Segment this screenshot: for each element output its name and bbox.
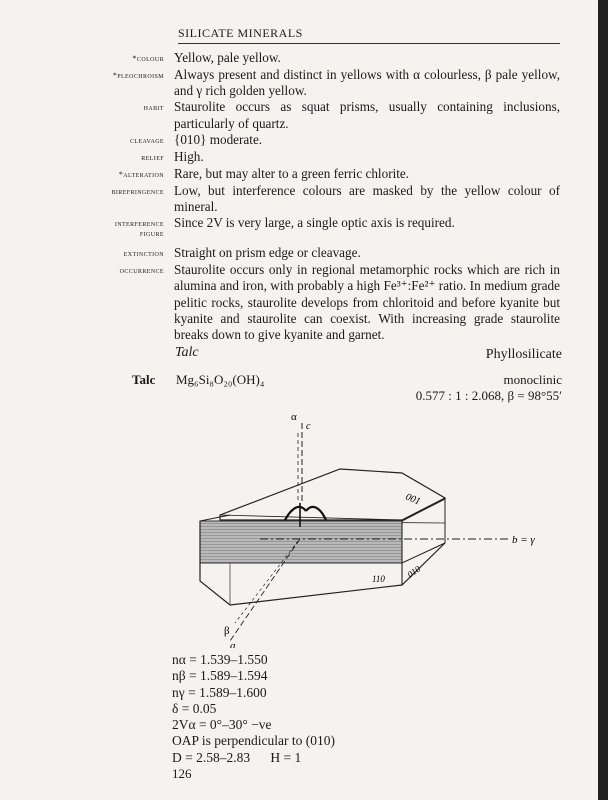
talc-crystal-system: monoclinic	[503, 372, 562, 387]
talc-classification: Phyllosilicate	[485, 347, 562, 362]
property-label: extinction	[123, 249, 164, 259]
b-gamma-label: b = γ	[512, 534, 535, 546]
optic-axis-curve-left	[285, 507, 306, 520]
birefringence-value: δ = 0.05	[172, 700, 217, 716]
property-label: habit	[143, 103, 164, 113]
property-row	[0, 132, 600, 149]
property-text: Low, but interference colours are masked by the yellow colour of mineral.	[174, 182, 560, 215]
property-label: occurrence	[119, 266, 164, 276]
face-001-label: 001	[403, 491, 422, 508]
n-gamma: nγ = 1.589–1.600	[172, 684, 267, 700]
property-row	[0, 183, 600, 215]
cleavage-slab	[200, 521, 402, 563]
oap-orientation: OAP is perpendicular to (010)	[172, 733, 335, 749]
header-rule	[178, 43, 560, 44]
face-010-label: 010	[405, 563, 423, 580]
property-label: *colour	[132, 54, 164, 63]
property-text: Staurolite occurs only in regional metamorphic rocks which are rich in alumina and iron, with probably a high Fe³⁺:Fe²⁺ ratio. In medium grade pelitic rocks, staurolite develops from chloritoid and before kyanite but kyanite and staurolite can coexist. With increasing grade staurolite breaks down to give kyanite and garnet.	[174, 262, 560, 343]
face-110-label: 110	[372, 574, 385, 584]
optical-properties	[172, 652, 335, 766]
property-row	[0, 215, 600, 239]
talc-axial-ratio: 0.577 : 1 : 2.068, β = 98°55′	[415, 388, 562, 403]
property-text: Staurolite occurs as squat prisms, usually containing inclusions, particularly of quartz.	[174, 99, 560, 131]
property-text: Straight on prism edge or cleavage.	[174, 245, 361, 261]
property-row	[0, 149, 600, 166]
density-hardness: D = 2.58–2.83 H = 1	[172, 749, 302, 765]
property-text: Rare, but may alter to a green ferric chlorite.	[174, 165, 410, 181]
crystal-diagram	[140, 403, 560, 648]
beta-label: β	[224, 625, 230, 637]
a-axis-label: a	[230, 640, 236, 648]
property-text: Always present and distinct in yellows with α colourless, β pale yellow, and γ rich golden yellow.	[174, 67, 560, 99]
c-axis-label: c	[306, 421, 311, 432]
alpha-label: α	[291, 411, 297, 423]
talc-heading: Talc	[175, 345, 199, 360]
property-row	[0, 99, 600, 131]
property-text: {010} moderate.	[174, 131, 263, 147]
property-label: cleavage	[130, 135, 164, 145]
running-header: SILICATE MINERALS	[178, 26, 303, 40]
property-text: High.	[174, 148, 204, 164]
property-row	[0, 50, 600, 67]
page-number: 126	[172, 766, 192, 781]
property-text: Yellow, pale yellow.	[174, 50, 281, 65]
property-label: relief	[141, 152, 164, 162]
property-row	[0, 262, 600, 343]
property-label: *pleochroism	[112, 71, 164, 80]
property-row	[0, 166, 600, 183]
property-list	[0, 50, 600, 343]
n-alpha: nα = 1.539–1.550	[172, 652, 268, 667]
property-label	[0, 215, 174, 239]
property-row	[0, 245, 600, 262]
property-text: Since 2V is very large, a single optic axis is required.	[174, 215, 455, 231]
property-label-line1: interference	[114, 219, 164, 229]
talc-name: Talc	[132, 372, 156, 387]
property-label: birefringence	[111, 186, 164, 196]
talc-formula: Mg₆Si₈O₂₀(OH)₄	[176, 372, 265, 387]
optic-angle: 2Vα = 0°–30° −ve	[172, 717, 272, 733]
page-edge-shadow	[598, 0, 608, 800]
property-label-line2: figure	[139, 229, 164, 239]
property-row	[0, 67, 600, 99]
n-beta: nβ = 1.589–1.594	[172, 668, 268, 684]
property-label: *alteration	[118, 169, 164, 179]
